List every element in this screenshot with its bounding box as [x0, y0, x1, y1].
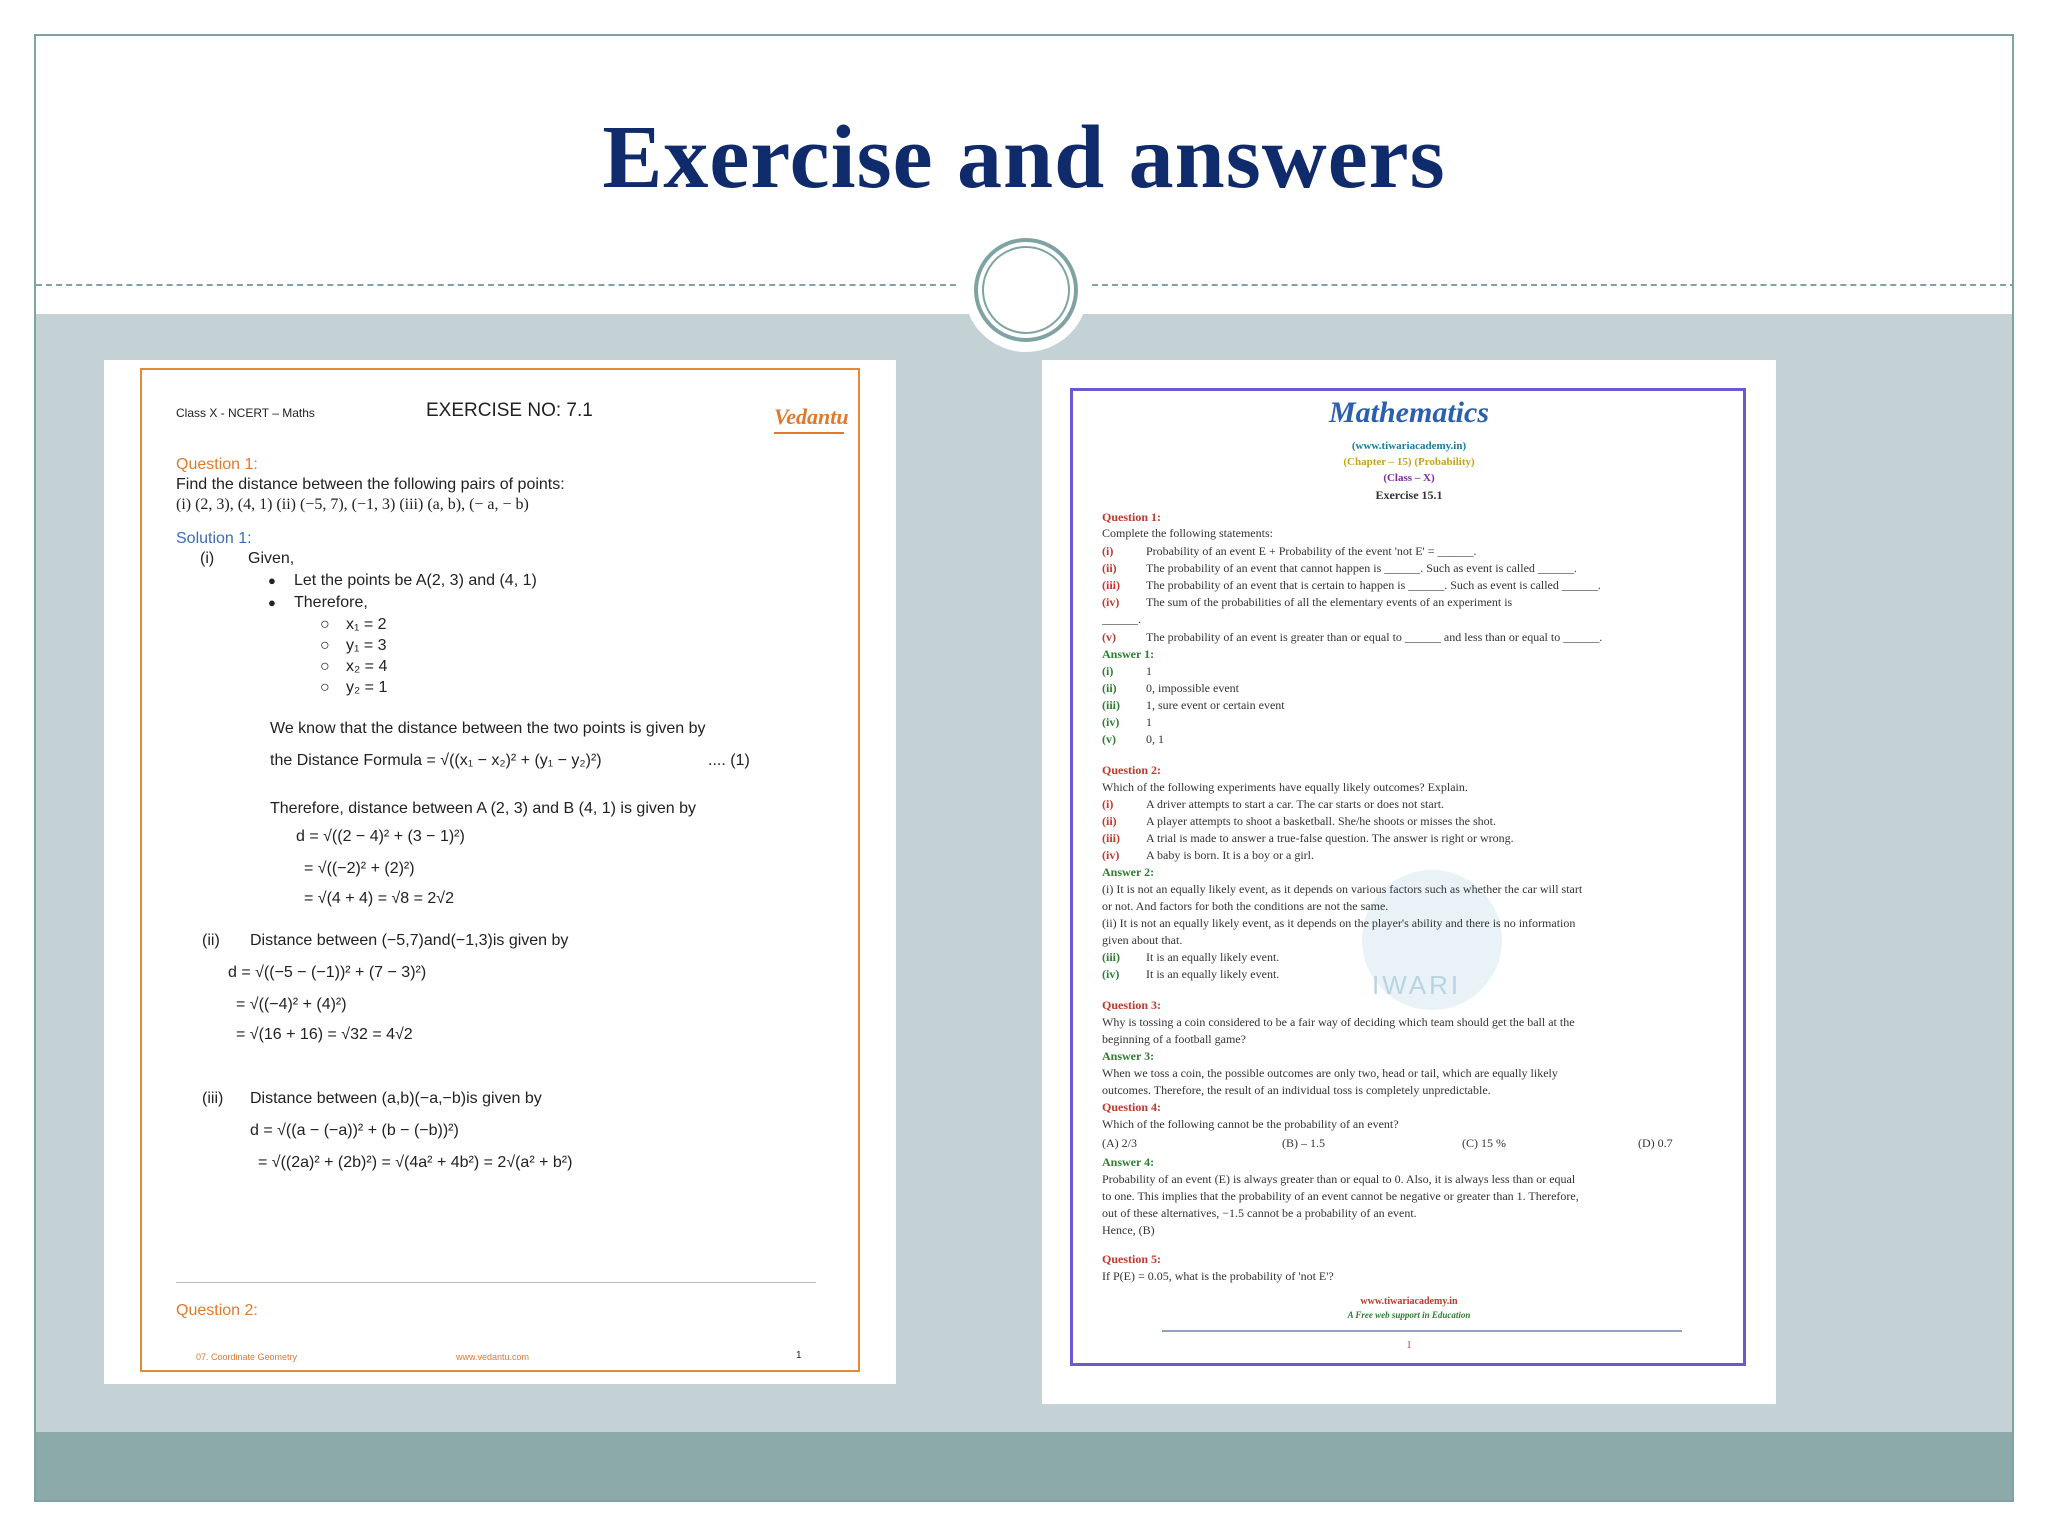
- bullet-1-text: Let the points be A(2, 3) and (4, 1): [294, 572, 537, 589]
- site-label: (www.tiwariacademy.in): [1351, 440, 1467, 452]
- q2-item-text: A baby is born. It is a boy or a girl.: [1146, 848, 1314, 862]
- question-1-parts: (i) (2, 3), (4, 1) (ii) (−5, 7), (−1, 3) (iii) (a, b), (− a, − b): [176, 496, 529, 513]
- circle-bullet-icon: ○: [320, 679, 330, 696]
- equation-2: = √((−2)² + (2)²): [304, 860, 415, 877]
- part-iii-text: Distance between (a,b)(−a,−b)is given by: [250, 1090, 542, 1107]
- divider-right: [1092, 284, 2014, 286]
- a2-line: (i) It is not an equally likely event, as it depends on various factors such as whether the car will start: [1102, 882, 1583, 896]
- q4-option: (D) 0.7: [1638, 1136, 1673, 1150]
- y1-value: y₁ = 3: [346, 637, 387, 654]
- a4-line: Probability of an event (E) is always greater than or equal to 0. Also, it is always less than or equal: [1102, 1172, 1576, 1186]
- q3-line: Why is tossing a coin considered to be a fair way of deciding which team should get the ball at the: [1102, 1015, 1575, 1029]
- q1-item-text: The probability of an event that is certain to happen is ______. Such as event is called ______.: [1146, 578, 1601, 592]
- question-3-label: Question 3:: [1102, 998, 1162, 1012]
- part-iii-label: (iii): [202, 1090, 224, 1107]
- q4-option: (A) 2/3: [1102, 1136, 1137, 1150]
- a1-item-num: (ii): [1102, 681, 1117, 695]
- class-label: Class X - NCERT – Maths: [176, 406, 315, 420]
- footer-site: www.tiwariacademy.in: [1360, 1296, 1458, 1307]
- q2-item-text: A driver attempts to start a car. The car starts or does not start.: [1146, 797, 1445, 811]
- a4-line: to one. This implies that the probability of an event cannot be negative or greater than 1. Therefore,: [1102, 1189, 1579, 1203]
- equation-1: d = √((2 − 4)² + (3 − 1)²): [296, 828, 465, 845]
- q1-item-text: The probability of an event is greater than or equal to ______ and less than or equal to ______.: [1146, 630, 1603, 644]
- slide: [34, 34, 2014, 1502]
- question-4-label: Question 4:: [1102, 1100, 1162, 1114]
- y2-value: y₂ = 1: [346, 679, 388, 696]
- answer-1-label: Answer 1:: [1102, 647, 1155, 661]
- watermark-text: IWARI: [1372, 970, 1462, 1000]
- question-1-label: Question 1:: [176, 456, 258, 473]
- question-1-text: Find the distance between the following pairs of points:: [176, 476, 565, 493]
- exercise-title: EXERCISE NO: 7.1: [426, 400, 593, 421]
- footer-tagline: A Free web support in Education: [1347, 1310, 1471, 1320]
- a4-line: Hence, (B): [1102, 1223, 1155, 1237]
- a2-line: given about that.: [1102, 933, 1183, 947]
- circle-bullet-icon: ○: [320, 616, 330, 633]
- q2-item-num: (i): [1102, 797, 1114, 811]
- footer-band: [36, 1432, 2012, 1502]
- page-divider: [176, 1282, 816, 1283]
- a1-item-num: (v): [1102, 732, 1116, 746]
- q4-option: (C) 15 %: [1462, 1136, 1506, 1150]
- x2-value: x₂ = 4: [346, 658, 388, 675]
- footer-page-number: 1: [796, 1350, 802, 1361]
- a1-item-num: (iii): [1102, 698, 1120, 712]
- page-border: [140, 368, 860, 1372]
- part-i-label: (i): [200, 550, 215, 567]
- circle-bullet-icon: ○: [320, 658, 330, 675]
- footer-chapter: 07. Coordinate Geometry: [196, 1352, 298, 1362]
- therefore-text: Therefore, distance between A (2, 3) and B (4, 1) is given by: [270, 800, 697, 817]
- bullet-2-text: Therefore,: [294, 594, 368, 611]
- answer-3-label: Answer 3:: [1102, 1049, 1155, 1063]
- q2-item-num: (iv): [1102, 848, 1120, 862]
- q1-item-text: Probability of an event E + Probability of the event 'not E' = ______.: [1146, 544, 1477, 558]
- footer-rule: [1162, 1330, 1682, 1332]
- q1-item-num: (v): [1102, 630, 1116, 644]
- a2-item-num: (iii): [1102, 950, 1120, 964]
- equation-8: = √((2a)² + (2b)²) = √(4a² + 4b²) = 2√(a² + b²): [258, 1154, 573, 1171]
- formula-ref: .... (1): [708, 752, 750, 769]
- slide-title: Exercise and answers: [602, 108, 1446, 207]
- q1-item-num: (ii): [1102, 561, 1117, 575]
- circle-inner-ring: [982, 246, 1070, 334]
- a4-line: out of these alternatives, −1.5 cannot be a probability of an event.: [1102, 1206, 1417, 1220]
- part-ii-text: Distance between (−5,7)and(−1,3)is given by: [250, 932, 569, 949]
- question-1-label: Question 1:: [1102, 510, 1162, 524]
- answer-4-label: Answer 4:: [1102, 1155, 1155, 1169]
- class-label: (Class – X): [1383, 472, 1435, 484]
- question-4-text: Which of the following cannot be the probability of an event?: [1102, 1117, 1399, 1131]
- q4-option: (B) – 1.5: [1282, 1136, 1325, 1150]
- footer-site: www.vedantu.com: [456, 1352, 530, 1362]
- a1-item-num: (i): [1102, 664, 1114, 678]
- chapter-label: (Chapter – 15) (Probability): [1343, 456, 1475, 468]
- x1-value: x₁ = 2: [346, 616, 387, 633]
- q1-item-text: The probability of an event that cannot happen is ______. Such as event is called ______.: [1146, 561, 1577, 575]
- divider-left: [36, 284, 956, 286]
- question-5-text: If P(E) = 0.05, what is the probability of 'not E'?: [1102, 1269, 1334, 1283]
- vedantu-logo: Vedantu: [774, 404, 849, 429]
- a1-item-text: 1, sure event or certain event: [1146, 698, 1285, 712]
- a2-item-text: It is an equally likely event.: [1146, 950, 1280, 964]
- a2-item-num: (iv): [1102, 967, 1120, 981]
- given-text: Given,: [248, 550, 295, 567]
- logo-underline: [774, 432, 844, 434]
- q1-item-num: (iv): [1102, 595, 1120, 609]
- q3-line: beginning of a football game?: [1102, 1032, 1246, 1046]
- distance-intro: We know that the distance between the two points is given by: [270, 720, 706, 737]
- exercise-label: Exercise 15.1: [1375, 488, 1443, 502]
- a3-line: outcomes. Therefore, the result of an individual toss is completely unpredictable.: [1102, 1083, 1491, 1097]
- bullet-icon: ●: [268, 573, 276, 588]
- a1-item-text: 1: [1146, 715, 1152, 729]
- a2-item-text: It is an equally likely event.: [1146, 967, 1280, 981]
- q2-item-num: (ii): [1102, 814, 1117, 828]
- part-ii-label: (ii): [202, 932, 220, 949]
- equation-4: d = √((−5 − (−1))² + (7 − 3)²): [228, 964, 427, 981]
- q1-item-num: (iii): [1102, 578, 1120, 592]
- a1-item-num: (iv): [1102, 715, 1120, 729]
- tiwari-exercise-page: [1042, 360, 1776, 1404]
- a3-line: When we toss a coin, the possible outcomes are only two, head or tail, which are equally likely: [1102, 1066, 1558, 1080]
- q2-item-num: (iii): [1102, 831, 1120, 845]
- a1-item-text: 1: [1146, 664, 1152, 678]
- equation-7: d = √((a − (−a))² + (b − (−b))²): [250, 1122, 459, 1139]
- a1-item-text: 0, impossible event: [1146, 681, 1239, 695]
- q2-item-text: A player attempts to shoot a basketball. She/he shoots or misses the shot.: [1146, 814, 1496, 828]
- page-title: Mathematics: [1328, 396, 1489, 429]
- bullet-icon: ●: [268, 595, 276, 610]
- solution-1-label: Solution 1:: [176, 530, 252, 547]
- q1-item-num: (i): [1102, 544, 1114, 558]
- circle-bullet-icon: ○: [320, 637, 330, 654]
- answer-2-label: Answer 2:: [1102, 865, 1155, 879]
- equation-6: = √(16 + 16) = √32 = 4√2: [236, 1026, 413, 1043]
- vedantu-exercise-page: [104, 360, 896, 1384]
- a1-item-text: 0, 1: [1146, 732, 1164, 746]
- distance-formula: the Distance Formula = √((x₁ − x₂)² + (y₁ − y₂)²): [270, 752, 602, 769]
- question-5-label: Question 5:: [1102, 1252, 1162, 1266]
- a2-line: (ii) It is not an equally likely event, as it depends on the player's ability and there is no information: [1102, 916, 1576, 930]
- question-1-text: Complete the following statements:: [1102, 526, 1273, 540]
- a2-line: or not. And factors for both the conditions are not the same.: [1102, 899, 1389, 913]
- footer-page-number: 1: [1406, 1340, 1412, 1351]
- question-2-label: Question 2:: [1102, 763, 1162, 777]
- q1-blank: ______.: [1102, 612, 1141, 626]
- question-2-text: Which of the following experiments have equally likely outcomes? Explain.: [1102, 780, 1468, 794]
- q2-item-text: A trial is made to answer a true-false question. The answer is right or wrong.: [1146, 831, 1514, 845]
- q1-item-text: The sum of the probabilities of all the elementary events of an experiment is: [1146, 595, 1513, 609]
- equation-3: = √(4 + 4) = √8 = 2√2: [304, 890, 454, 907]
- equation-5: = √((−4)² + (4)²): [236, 996, 347, 1013]
- question-2-label: Question 2:: [176, 1302, 258, 1319]
